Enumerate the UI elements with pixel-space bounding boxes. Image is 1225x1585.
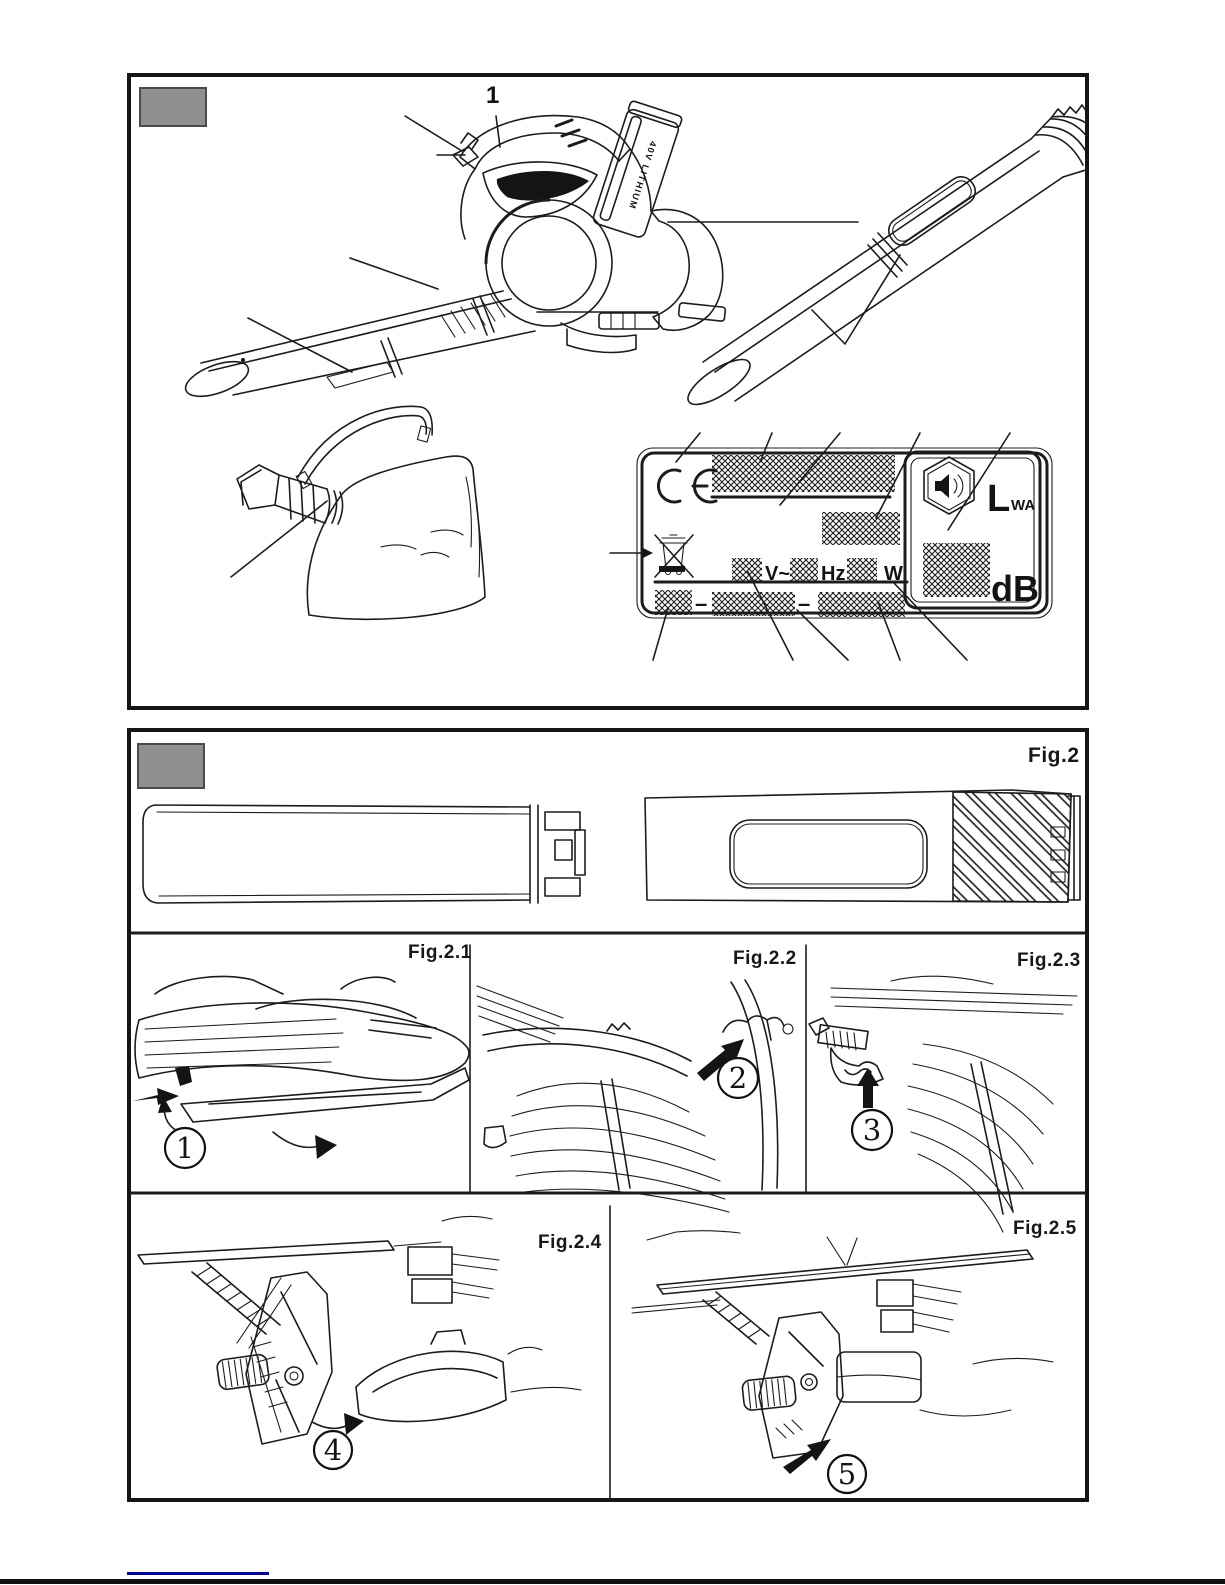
- power-unit-label: W: [884, 563, 903, 585]
- footer-rule: [0, 1579, 1225, 1584]
- sound-power-symbol: L: [987, 478, 1011, 520]
- footer-link[interactable]: [127, 1572, 269, 1575]
- figure2-title: Fig.2: [1028, 744, 1080, 767]
- hatched-placeholder: [790, 558, 818, 582]
- hatched-placeholder: [732, 558, 762, 582]
- voltage-unit-label: V~: [765, 563, 791, 585]
- noise-level-icon: [924, 457, 974, 514]
- fig-2-2-illustration: [477, 980, 793, 1212]
- hatched-placeholder: [923, 543, 990, 597]
- hatched-placeholder: [847, 558, 877, 582]
- hatched-placeholder: [818, 592, 905, 617]
- range-separator: –: [798, 591, 811, 616]
- fig-2-1-illustration: [133, 976, 469, 1168]
- collection-bag-illustration: [231, 406, 485, 619]
- figure1-drawing: [131, 77, 1085, 706]
- figure1-leader-lines: [248, 116, 858, 372]
- battery-label: 40V LITHIUM: [626, 139, 659, 212]
- step-marker-4: [314, 1431, 352, 1469]
- vacuum-tube-grip-illustration: [645, 790, 1080, 902]
- subfigure-label-2-2: Fig.2.2: [733, 948, 797, 969]
- step-number: 4: [323, 1433, 343, 1467]
- blower-tube-illustration: [143, 805, 585, 903]
- sound-power-box: [905, 452, 1040, 609]
- hatched-placeholder: [712, 592, 795, 616]
- figure2-drawing: [131, 732, 1085, 1498]
- hatched-placeholder: [655, 590, 692, 615]
- battery-pack: [592, 100, 683, 238]
- decibel-unit-label: dB: [991, 568, 1039, 609]
- fig-2-4-illustration: [138, 1216, 581, 1469]
- subfigure-label-2-4: Fig.2.4: [538, 1232, 602, 1253]
- panel-dividers: [131, 933, 1085, 1498]
- step-marker-2: [718, 1058, 758, 1098]
- rating-label-illustration: [610, 433, 1052, 660]
- figure2-number-placeholder: [137, 743, 205, 789]
- callout-1-label: 1: [486, 82, 500, 109]
- subfigure-label-2-3: Fig.2.3: [1017, 950, 1081, 971]
- step-marker-3: [852, 1110, 892, 1150]
- subfigure-label-2-5: Fig.2.5: [1013, 1218, 1077, 1239]
- step-number: 5: [837, 1457, 857, 1491]
- step-number: 1: [175, 1131, 195, 1165]
- figure1-panel: [127, 73, 1089, 710]
- sound-power-subscript: WA: [1011, 497, 1036, 514]
- figure1-number-placeholder: [139, 87, 207, 127]
- ce-mark-icon: [658, 470, 716, 502]
- hatched-placeholder: [712, 455, 895, 492]
- step-marker-1: [165, 1128, 205, 1168]
- subfigure-label-2-1: Fig.2.1: [408, 942, 472, 963]
- range-separator: –: [695, 591, 708, 616]
- step-number: 3: [862, 1113, 882, 1147]
- vacuum-tube-illustration: [682, 105, 1085, 413]
- figure2-panel: [127, 728, 1089, 1502]
- step-marker-5: [828, 1455, 866, 1493]
- fig-2-5-illustration: [632, 1231, 1053, 1493]
- step-number: 2: [728, 1061, 748, 1095]
- hatched-placeholder: [822, 512, 900, 545]
- frequency-unit-label: Hz: [821, 563, 846, 585]
